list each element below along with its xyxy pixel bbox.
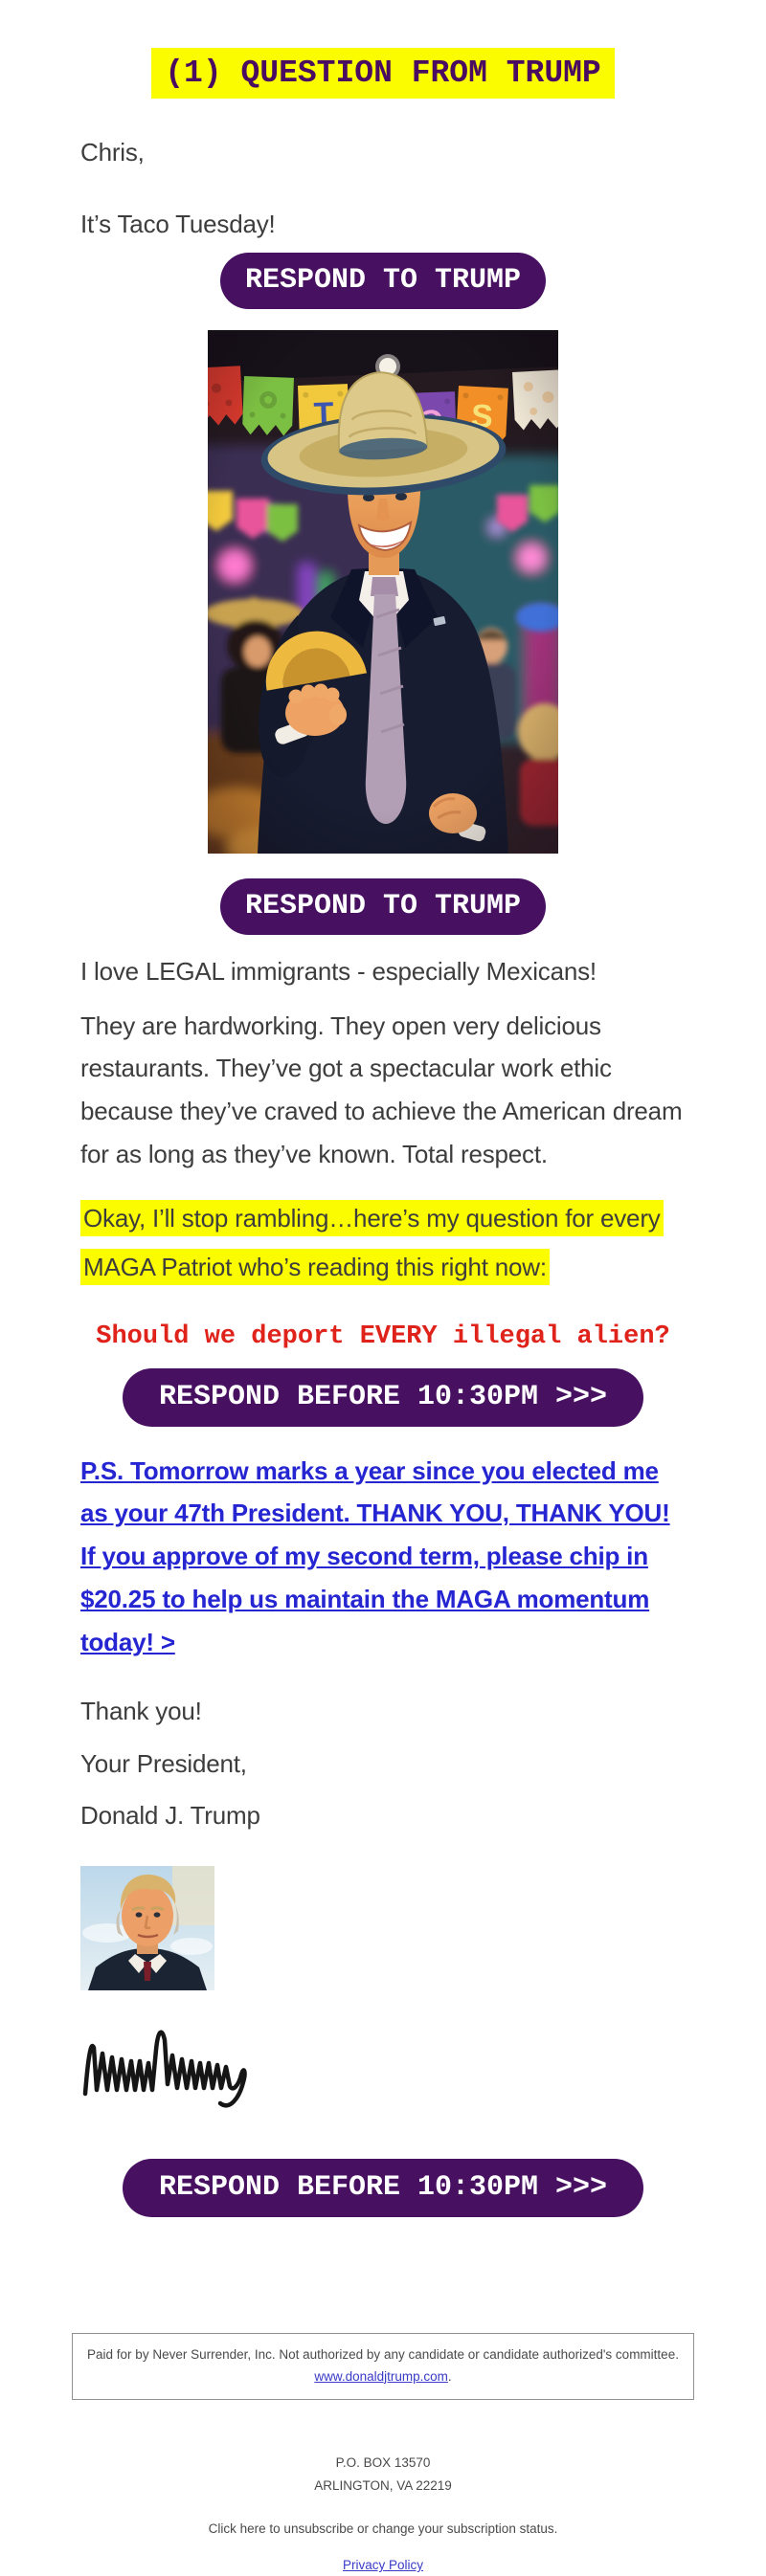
address-po-box: P.O. BOX 13570	[335, 2454, 431, 2470]
headline: (1) QUESTION FROM TRUMP	[151, 48, 614, 99]
signoff-role: Your President,	[80, 1748, 247, 1778]
respond-to-trump-button-top[interactable]: RESPOND TO TRUMP	[220, 253, 546, 309]
email-footer	[0, 2333, 766, 2572]
trump-signature-svg	[80, 2021, 251, 2115]
question-line: Should we deport EVERY illegal alien?	[96, 1321, 670, 1351]
thank-you-line: Thank you!	[80, 1697, 202, 1726]
website-period: .	[447, 2368, 452, 2384]
vignette	[208, 330, 558, 854]
greeting: Chris,	[80, 138, 145, 167]
privacy-policy-link[interactable]: Privacy Policy	[342, 2558, 424, 2573]
disclaimer-text: Paid for by Never Surrender, Inc. Not authorized by any candidate or candidate authorized's committee.	[87, 2347, 679, 2362]
trump-portrait-photo	[80, 1866, 214, 1990]
trump-signature	[80, 2021, 251, 2115]
respect-paragraph: They are hardworking. They open very delicious restaurants. They’ve got a spectacular work ethic because they’ve craved to achieve the American dream for as long as they’ve known. Total respect.	[80, 1010, 683, 1168]
highlighted-paragraph	[80, 1194, 686, 1291]
hero-image-wrap	[0, 330, 766, 854]
love-line: I love LEGAL immigrants - especially Mexicans!	[80, 957, 597, 986]
website-link[interactable]: www.donaldjtrump.com	[314, 2368, 448, 2384]
ps-paragraph	[80, 1450, 686, 1664]
signoff-name: Donald J. Trump	[80, 1801, 260, 1831]
respond-before-button-bottom[interactable]: RESPOND BEFORE 10:30PM >>>	[123, 2159, 643, 2217]
address-city-state: ARLINGTON, VA 22219	[314, 2477, 452, 2493]
yellow-highlight: Okay, I’ll stop rambling…here’s my question for every MAGA Patriot who’s reading this right now:	[80, 1200, 664, 1285]
ps-donation-link[interactable]: P.S. Tomorrow marks a year since you elected me as your 47th President. THANK YOU, THANK YOU! If you approve of my second term, please chip in $20.25 to help us maintain the MAGA momentum today! >	[80, 1455, 670, 1656]
disclaimer-box	[72, 2333, 694, 2400]
intro-line: It’s Taco Tuesday!	[80, 209, 276, 238]
hero-image[interactable]	[208, 330, 558, 854]
trump-portrait-svg	[80, 1866, 214, 1990]
headline-band	[0, 0, 766, 99]
respond-before-button-top[interactable]: RESPOND BEFORE 10:30PM >>>	[123, 1368, 643, 1427]
unsubscribe-line[interactable]: Click here to unsubscribe or change your subscription status.	[208, 2521, 558, 2537]
respond-to-trump-button-below-image[interactable]: RESPOND TO TRUMP	[220, 878, 546, 935]
